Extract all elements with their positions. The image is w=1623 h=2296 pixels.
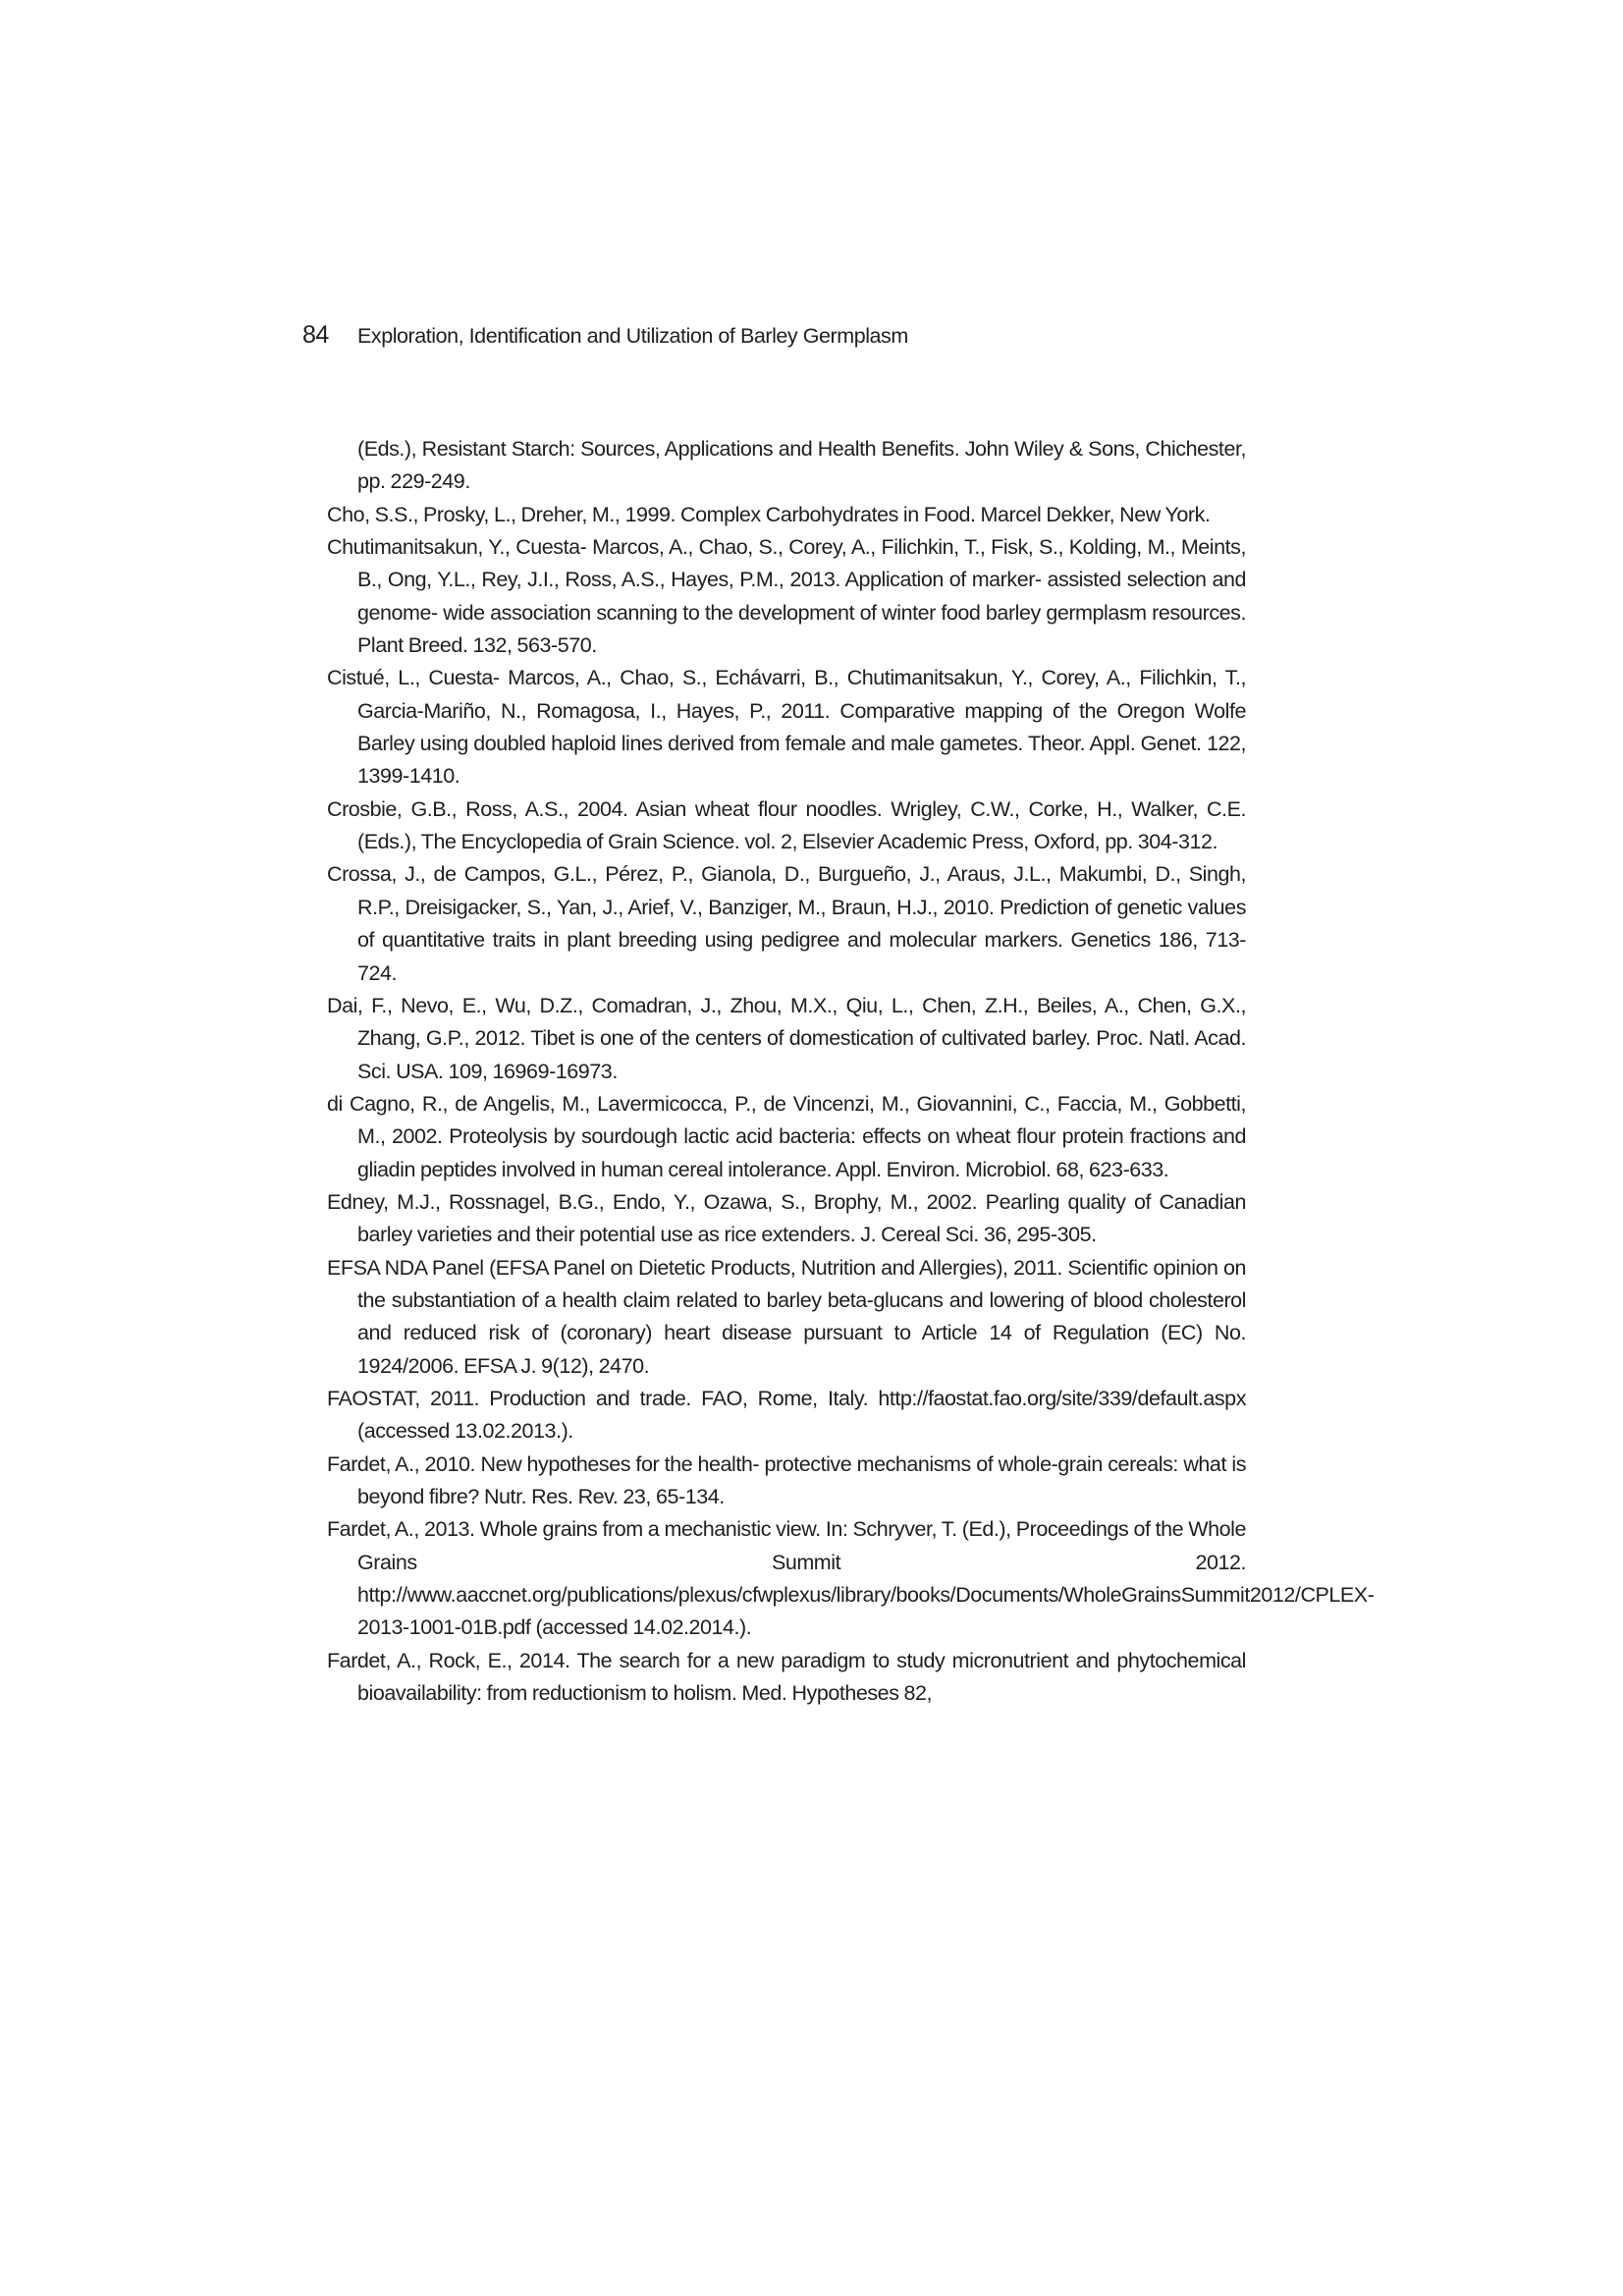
reference-entry: Dai, F., Nevo, E., Wu, D.Z., Comadran, J., Zhou, M.X., Qiu, L., Chen, Z.H., Beiles, A., Chen, G.X., Zhang, G.P., 2012. Tibet is one of the centers of domestication of cultivated barley. Proc. Natl. Acad. Sci. USA. 109, 16969-16973. <box>327 993 1246 1083</box>
page-number: 84 <box>302 321 329 349</box>
reference-entry: di Cagno, R., de Angelis, M., Lavermicocca, P., de Vincenzi, M., Giovannini, C., Faccia, M., Gobbetti, M., 2002. Proteolysis by sourdough lactic acid bacteria: effects on wheat flour protein fractions and gliadin peptides involved in human cereal intolerance. Appl. Environ. Microbiol. 68, 623-633. <box>327 1091 1246 1181</box>
reference-entry: Crosbie, G.B., Ross, A.S., 2004. Asian wheat flour noodles. Wrigley, C.W., Corke, H., Walker, C.E. (Eds.), The Encyclopedia of Grain Science. vol. 2, Elsevier Academic Press, Oxford, pp. 304-312. <box>327 796 1246 854</box>
reference-entry: Fardet, A., 2010. New hypotheses for the health- protective mechanisms of whole-grain cereals: what is beyond fibre? Nutr. Res. Rev. 23, 65-134. <box>327 1451 1246 1508</box>
reference-entry: Fardet, A., Rock, E., 2014. The search for a new paradigm to study micronutrient and phytochemical bioavailability: from reductionism to holism. Med. Hypotheses 82, <box>327 1648 1246 1706</box>
reference-entry: Cho, S.S., Prosky, L., Dreher, M., 1999. Complex Carbohydrates in Food. Marcel Dekker, New York. <box>327 502 1211 526</box>
reference-entry: EFSA NDA Panel (EFSA Panel on Dietetic Products, Nutrition and Allergies), 2011. Scientific opinion on the substantiation of a health claim related to barley beta-glucans and lowering of blood cholesterol and reduced risk of (coronary) heart disease pursuant to Article 14 of Regulation (EC) No. 1924/2006. EFSA J. 9(12), 2470. <box>327 1255 1246 1378</box>
reference-entry: Cistué, L., Cuesta- Marcos, A., Chao, S., Echávarri, B., Chutimanitsakun, Y., Corey, A., Filichkin, T., Garcia-Mariño, N., Romagosa, I., Hayes, P., 2011. Comparative mapping of the Oregon Wolfe Barley using doubled haploid lines derived from female and male gametes. Theor. Appl. Genet. 122, 1399-1410. <box>327 666 1246 789</box>
reference-entry: FAOSTAT, 2011. Production and trade. FAO, Rome, Italy. http://faostat.fao.org/site/339/default.aspx (accessed 13.02.2013.). <box>327 1386 1246 1444</box>
running-title: Exploration, Identification and Utilization of Barley Germplasm <box>357 324 908 348</box>
reference-entry: Fardet, A., 2013. Whole grains from a mechanistic view. In: Schryver, T. (Ed.), Proceedings of the Whole Grains Summit 2012. http://www.aaccnet.org/publications/plexus/cfwplexus/library/books/Documents/WholeGrainsSummit2012/CPLEX-2013-1001-01B.pdf (accessed 14.02.2014.). <box>327 1517 1375 1640</box>
reference-entry: Chutimanitsakun, Y., Cuesta- Marcos, A., Chao, S., Corey, A., Filichkin, T., Fisk, S., Kolding, M., Meints, B., Ong, Y.L., Rey, J.I., Ross, A.S., Hayes, P.M., 2013. Application of marker- assisted selection and genome- wide association scanning to the development of winter food barley germplasm resources. Plant Breed. 132, 563-570. <box>327 535 1246 658</box>
reference-list <box>327 433 1375 1710</box>
reference-entry: Edney, M.J., Rossnagel, B.G., Endo, Y., Ozawa, S., Brophy, M., 2002. Pearling quality of Canadian barley varieties and their potential use as rice extenders. J. Cereal Sci. 36, 295-305. <box>327 1189 1246 1247</box>
reference-entry-continued: (Eds.), Resistant Starch: Sources, Applications and Health Benefits. John Wiley & Sons, Chichester, pp. 229-249. <box>357 437 1246 494</box>
reference-entry: Crossa, J., de Campos, G.L., Pérez, P., Gianola, D., Burgueño, J., Araus, J.L., Makumbi, D., Singh, R.P., Dreisigacker, S., Yan, J., Arief, V., Banziger, M., Braun, H.J., 2010. Prediction of genetic values of quantitative traits in plant breeding using pedigree and molecular markers. Genetics 186, 713-724. <box>327 862 1246 985</box>
